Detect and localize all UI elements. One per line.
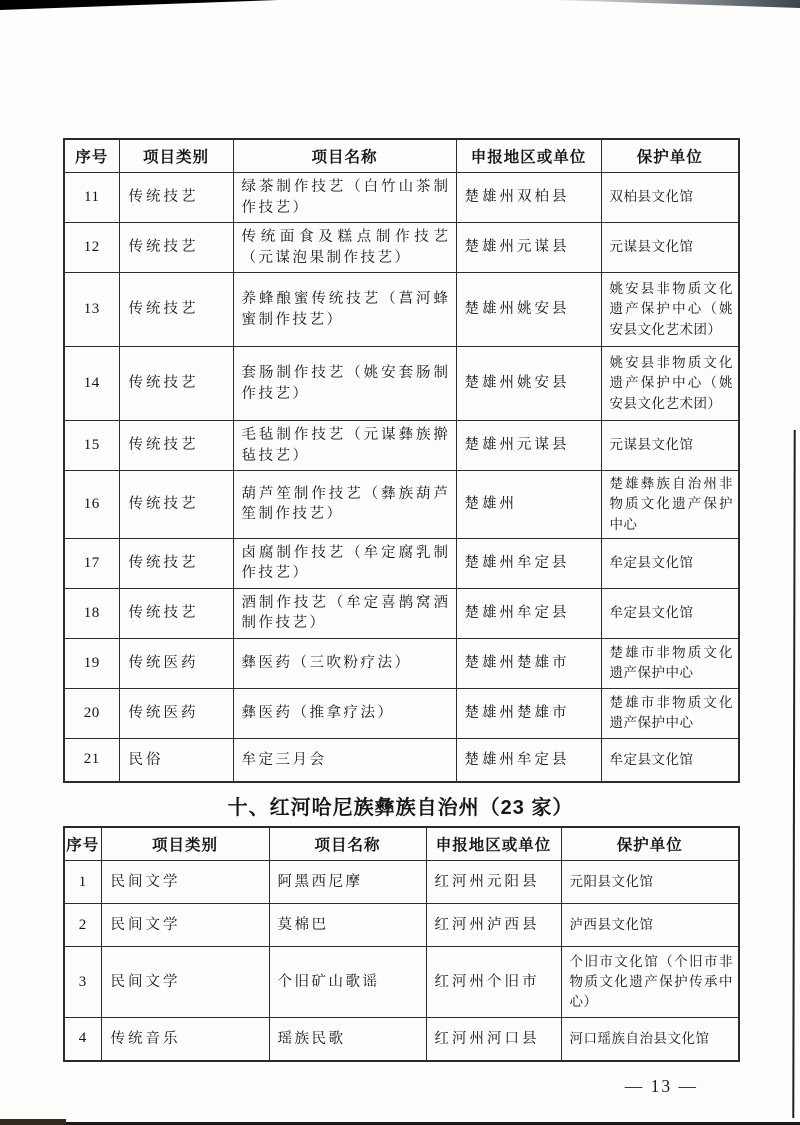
cell-reg: 楚雄州 [456, 471, 601, 539]
cell-cat: 民俗 [119, 738, 233, 782]
table-row [64, 861, 739, 904]
cell-name: 卤腐制作技艺（牟定腐乳制作技艺） [233, 538, 456, 588]
cell-no: 16 [64, 471, 119, 539]
heritage-table-honghe [63, 826, 740, 1062]
cell-no: 17 [64, 538, 119, 588]
cell-cat: 传统技艺 [119, 588, 233, 638]
table-row [64, 538, 739, 588]
cell-unit: 牟定县文化馆 [601, 738, 739, 782]
cell-unit: 泸西县文化馆 [561, 904, 739, 947]
cell-no: 14 [64, 347, 119, 421]
cell-no: 4 [64, 1018, 101, 1061]
cell-reg: 红河州个旧市 [426, 947, 561, 1018]
cell-cat: 民间文学 [101, 861, 269, 904]
cell-no: 3 [64, 947, 101, 1018]
cell-cat: 民间文学 [101, 947, 269, 1018]
table-row [64, 904, 739, 947]
cell-name: 酒制作技艺（牟定喜鹊窝酒制作技艺） [233, 588, 456, 638]
cell-unit: 元阳县文化馆 [561, 861, 739, 904]
cell-reg: 楚雄州楚雄市 [456, 688, 601, 738]
cell-unit: 个旧市文化馆（个旧市非物质文化遗产保护传承中心） [561, 947, 739, 1018]
cell-unit: 双柏县文化馆 [601, 173, 739, 223]
cell-name: 牟定三月会 [233, 738, 456, 782]
scan-artifact-top-left [0, 0, 278, 10]
table-row [64, 638, 739, 688]
scan-artifact-bottom-left [0, 1119, 66, 1125]
cell-unit: 楚雄彝族自治州非物质文化遗产保护中心 [601, 471, 739, 539]
cell-unit: 牟定县文化馆 [601, 588, 739, 638]
header-row [64, 827, 739, 861]
cell-no: 12 [64, 223, 119, 273]
cell-no: 20 [64, 688, 119, 738]
cell-cat: 传统技艺 [119, 223, 233, 273]
cell-cat: 传统医药 [119, 638, 233, 688]
cell-cat: 民间文学 [101, 904, 269, 947]
cell-reg: 楚雄州牟定县 [456, 538, 601, 588]
table-row [64, 947, 739, 1018]
cell-reg: 楚雄州姚安县 [456, 347, 601, 421]
document-content [63, 138, 738, 1097]
heritage-table-chuxiong [63, 138, 740, 783]
header-row [64, 139, 739, 173]
cell-no: 21 [64, 738, 119, 782]
cell-name: 葫芦笙制作技艺（彝族葫芦笙制作技艺） [233, 471, 456, 539]
cell-cat: 传统技艺 [119, 273, 233, 347]
cell-reg: 楚雄州楚雄市 [456, 638, 601, 688]
column-header: 项目类别 [101, 827, 269, 861]
table-row [64, 347, 739, 421]
cell-reg: 楚雄州元谋县 [456, 421, 601, 471]
cell-name: 套肠制作技艺（姚安套肠制作技艺） [233, 347, 456, 421]
cell-name: 个旧矿山歌谣 [269, 947, 426, 1018]
cell-reg: 红河州泸西县 [426, 904, 561, 947]
column-header: 申报地区或单位 [426, 827, 561, 861]
column-header: 序号 [64, 827, 101, 861]
cell-name: 彝医药（推拿疗法） [233, 688, 456, 738]
cell-reg: 楚雄州牟定县 [456, 738, 601, 782]
column-header: 保护单位 [561, 827, 739, 861]
cell-reg: 楚雄州牟定县 [456, 588, 601, 638]
table-row [64, 471, 739, 539]
cell-no: 15 [64, 421, 119, 471]
cell-no: 2 [64, 904, 101, 947]
cell-unit: 河口瑶族自治县文化馆 [561, 1018, 739, 1061]
cell-unit: 姚安县非物质文化遗产保护中心（姚安县文化艺术团） [601, 347, 739, 421]
table-row [64, 688, 739, 738]
cell-unit: 元谋县文化馆 [601, 223, 739, 273]
column-header: 项目名称 [233, 139, 456, 173]
cell-name: 莫棉巴 [269, 904, 426, 947]
cell-no: 13 [64, 273, 119, 347]
cell-name: 毛毡制作技艺（元谋彝族擀毡技艺） [233, 421, 456, 471]
cell-no: 19 [64, 638, 119, 688]
table-row [64, 738, 739, 782]
table-row [64, 273, 739, 347]
section-title: 十、红河哈尼族彝族自治州（23 家） [227, 797, 574, 820]
cell-cat: 传统音乐 [101, 1018, 269, 1061]
scan-artifact-top-right [555, 0, 800, 8]
cell-unit: 元谋县文化馆 [601, 421, 739, 471]
cell-reg: 红河州河口县 [426, 1018, 561, 1061]
scan-artifact-right-edge [792, 430, 795, 1118]
cell-reg: 红河州元阳县 [426, 861, 561, 904]
cell-name: 彝医药（三吹粉疗法） [233, 638, 456, 688]
cell-cat: 传统医药 [119, 688, 233, 738]
cell-unit: 姚安县非物质文化遗产保护中心（姚安县文化艺术团） [601, 273, 739, 347]
cell-unit: 楚雄市非物质文化遗产保护中心 [601, 688, 739, 738]
cell-reg: 楚雄州姚安县 [456, 273, 601, 347]
column-header: 项目名称 [269, 827, 426, 861]
cell-cat: 传统技艺 [119, 471, 233, 539]
column-header: 申报地区或单位 [456, 139, 601, 173]
column-header: 保护单位 [601, 139, 739, 173]
cell-name: 传统面食及糕点制作技艺（元谋泡果制作技艺） [233, 223, 456, 273]
table-row [64, 1018, 739, 1061]
page-number: — 13 — [624, 1075, 698, 1096]
cell-cat: 传统技艺 [119, 173, 233, 223]
cell-no: 11 [64, 173, 119, 223]
cell-name: 养蜂酿蜜传统技艺（菖河蜂蜜制作技艺） [233, 273, 456, 347]
cell-no: 1 [64, 861, 101, 904]
cell-name: 阿黑西尼摩 [269, 861, 426, 904]
cell-reg: 楚雄州双柏县 [456, 173, 601, 223]
cell-name: 瑶族民歌 [269, 1018, 426, 1061]
cell-reg: 楚雄州元谋县 [456, 223, 601, 273]
cell-no: 18 [64, 588, 119, 638]
cell-unit: 牟定县文化馆 [601, 538, 739, 588]
column-header: 项目类别 [119, 139, 233, 173]
table-row [64, 421, 739, 471]
cell-cat: 传统技艺 [119, 421, 233, 471]
table-row [64, 588, 739, 638]
cell-cat: 传统技艺 [119, 347, 233, 421]
table-row [64, 173, 739, 223]
cell-unit: 楚雄市非物质文化遗产保护中心 [601, 638, 739, 688]
column-header: 序号 [64, 139, 119, 173]
table-row [64, 223, 739, 273]
cell-cat: 传统技艺 [119, 538, 233, 588]
cell-name: 绿茶制作技艺（白竹山茶制作技艺） [233, 173, 456, 223]
